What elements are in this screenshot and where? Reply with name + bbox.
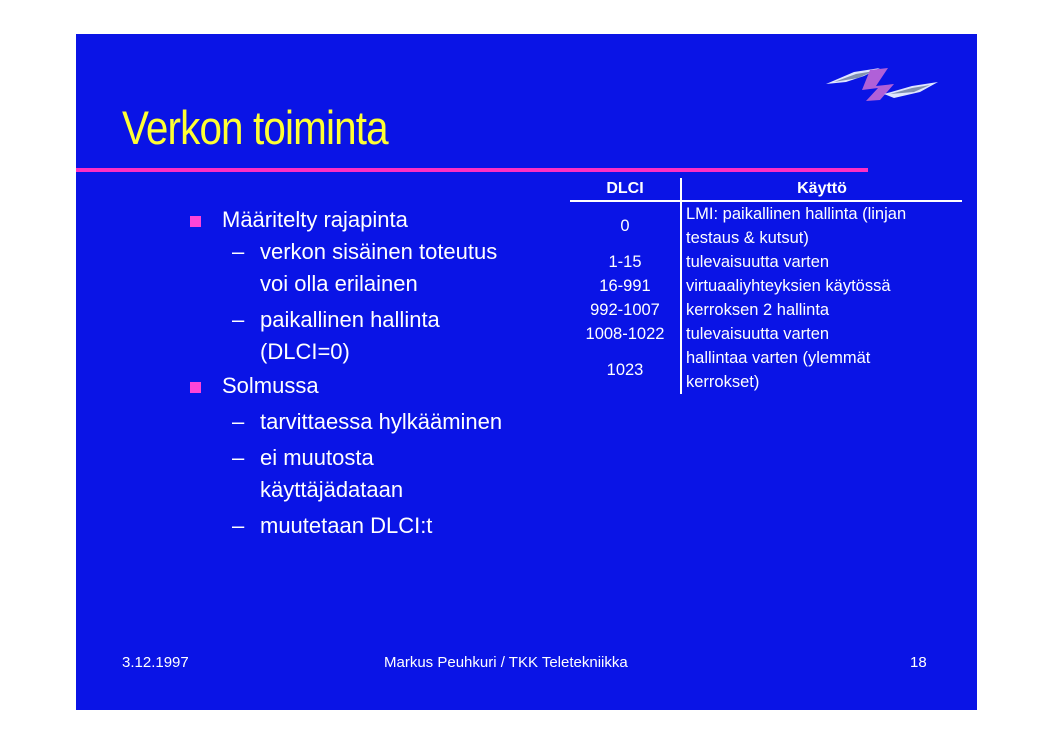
footer-date: 3.12.1997 bbox=[122, 654, 189, 671]
usage-cell bbox=[681, 201, 962, 250]
bullet-marker-icon bbox=[190, 216, 201, 227]
dlci-cell: 1023 bbox=[570, 346, 681, 394]
bullet-item bbox=[186, 204, 586, 236]
sub-bullet-line: käyttäjädataan bbox=[260, 477, 404, 502]
dlci-cell: 0 bbox=[570, 201, 681, 250]
dlci-cell: 1-15 bbox=[570, 250, 681, 274]
table-row bbox=[570, 298, 962, 322]
dash-marker: – bbox=[232, 445, 245, 470]
dlci-table bbox=[570, 178, 962, 394]
bullet-text: Määritelty rajapinta bbox=[222, 207, 408, 232]
sub-bullet-line: verkon sisäinen toteutus bbox=[260, 239, 498, 264]
table-row bbox=[570, 346, 962, 394]
table-header-row bbox=[570, 178, 962, 201]
sub-bullet-line: paikallinen hallinta bbox=[260, 307, 440, 332]
column-header-usage: Käyttö bbox=[681, 178, 962, 201]
usage-cell: tulevaisuutta varten bbox=[686, 253, 830, 271]
usage-cell: virtuaaliyhteyksien käytössä bbox=[686, 277, 891, 295]
dash-marker: – bbox=[232, 409, 245, 434]
dlci-cell: 1008-1022 bbox=[570, 322, 681, 346]
footer-page-number: 18 bbox=[910, 654, 927, 671]
usage-cell: kerroksen 2 hallinta bbox=[686, 301, 830, 319]
column-header-dlci: DLCI bbox=[570, 178, 681, 201]
bullet-list bbox=[186, 202, 586, 542]
sub-bullet-item bbox=[186, 236, 586, 300]
slide bbox=[76, 34, 977, 710]
dlci-cell: 16-991 bbox=[570, 274, 681, 298]
slide-title: Verkon toiminta bbox=[122, 101, 388, 154]
sub-bullet-line: (DLCI=0) bbox=[260, 339, 350, 364]
usage-line: kerrokset) bbox=[686, 373, 760, 391]
table-row bbox=[570, 201, 962, 250]
table-row bbox=[570, 274, 962, 298]
dlci-cell: 992-1007 bbox=[570, 298, 681, 322]
footer-author: Markus Peuhkuri / TKK Teletekniikka bbox=[384, 654, 628, 671]
sub-bullet-line: tarvittaessa hylkääminen bbox=[260, 409, 503, 434]
usage-cell bbox=[681, 346, 962, 394]
usage-line: LMI: paikallinen hallinta (linjan bbox=[686, 205, 907, 223]
table-row bbox=[570, 322, 962, 346]
title-divider bbox=[76, 168, 868, 172]
bullet-text: Solmussa bbox=[222, 373, 319, 398]
usage-line: hallintaa varten (ylemmät bbox=[686, 349, 871, 367]
sub-bullet-line: muutetaan DLCI:t bbox=[260, 513, 433, 538]
sub-bullet-item bbox=[186, 406, 586, 438]
table-row bbox=[570, 250, 962, 274]
sub-bullet-line: ei muutosta bbox=[260, 445, 374, 470]
dash-marker: – bbox=[232, 513, 245, 538]
sub-bullet-item bbox=[186, 510, 586, 542]
bullet-marker-icon bbox=[190, 382, 201, 393]
dash-marker: – bbox=[232, 239, 245, 264]
tkk-lightning-logo-icon bbox=[824, 64, 940, 104]
dash-marker: – bbox=[232, 307, 245, 332]
usage-cell: tulevaisuutta varten bbox=[686, 325, 830, 343]
bullet-item bbox=[186, 370, 586, 402]
sub-bullet-item bbox=[186, 442, 586, 506]
dlci-table-container bbox=[570, 178, 962, 394]
usage-line: testaus & kutsut) bbox=[686, 229, 809, 247]
sub-bullet-item bbox=[186, 304, 586, 368]
sub-bullet-line: voi olla erilainen bbox=[260, 271, 418, 296]
